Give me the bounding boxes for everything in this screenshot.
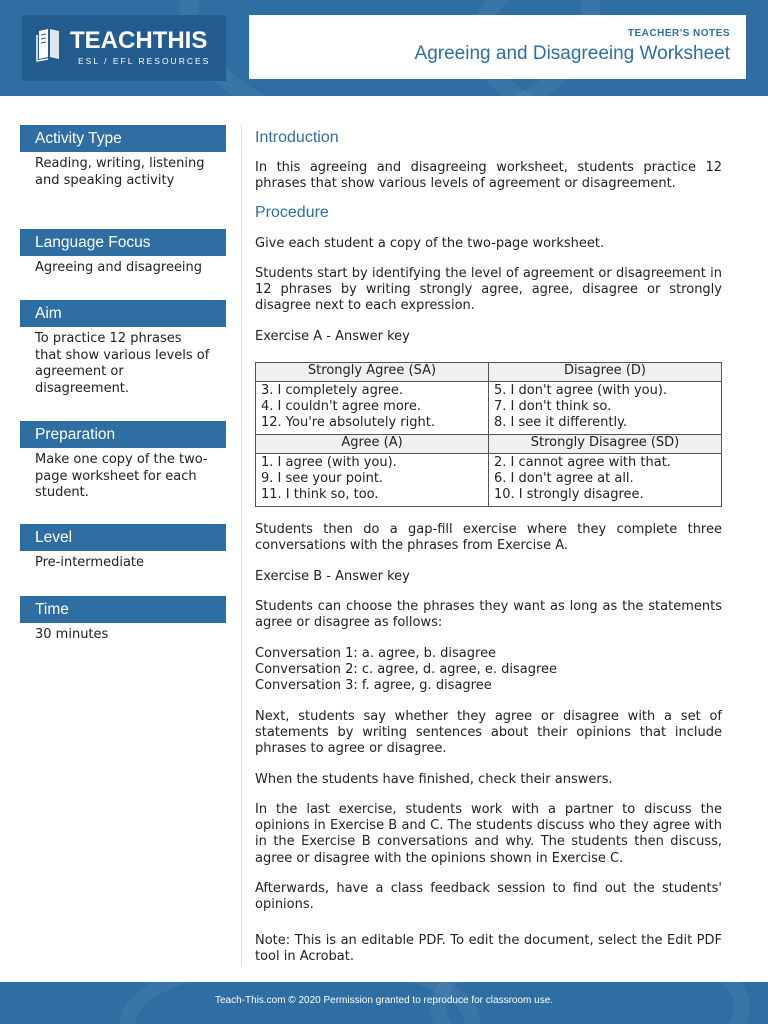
procedure-paragraph: Students start by identifying the level of agreement or disagreement in 12 phrases by writing strongly agree, agree, disagree or strongly disagree next to each expression. <box>255 266 722 314</box>
table-header-strongly-agree: Strongly Agree (SA) <box>256 363 489 382</box>
procedure-heading: Procedure <box>255 204 329 221</box>
introduction-text: In this agreeing and disagreeing worksheet, students practice 12 phrases that show various levels of agreement or disagreement. <box>255 160 722 192</box>
procedure-paragraph: Afterwards, have a class feedback session to find out the students' opinions. <box>255 881 722 913</box>
language-focus-text: Agreeing and disagreeing <box>35 260 203 275</box>
table-row <box>256 363 722 382</box>
list-item: 6. I don't agree at all. <box>494 471 634 486</box>
time-heading: Time <box>20 596 226 623</box>
logo-tagline: ESL / EFL RESOURCES <box>78 56 211 66</box>
strongly-disagree-cell <box>489 454 722 507</box>
notes-label: TEACHER'S NOTES <box>627 28 730 39</box>
list-item: 5. I don't agree (with you). <box>494 383 668 398</box>
list-item: 9. I see your point. <box>261 471 384 486</box>
answer-key-table <box>255 362 722 507</box>
table-header-strongly-disagree: Strongly Disagree (SD) <box>489 435 722 454</box>
time-text: 30 minutes <box>35 627 109 642</box>
sidebar <box>20 125 226 644</box>
list-item: Conversation 2: c. agree, d. agree, e. disagree <box>255 662 558 678</box>
agree-cell <box>256 454 489 507</box>
activity-type-text: Reading, writing, listening and speaking activity <box>35 156 205 188</box>
conversation-list <box>255 646 722 695</box>
table-header-agree: Agree (A) <box>256 435 489 454</box>
list-item: 12. You're absolutely right. <box>261 415 435 430</box>
column-divider <box>241 125 242 965</box>
list-item: 11. I think so, too. <box>261 487 379 502</box>
introduction-heading: Introduction <box>255 129 339 146</box>
table-row <box>256 454 722 507</box>
procedure-paragraph: Next, students say whether they agree or disagree with a set of statements by writing sentences about their opinions that include phrases to agree or disagree. <box>255 709 722 757</box>
book-logo-icon <box>36 27 62 63</box>
list-item: 7. I don't think so. <box>494 399 612 414</box>
table-header-disagree: Disagree (D) <box>489 363 722 382</box>
aim-text: To practice 12 phrases that show various levels of agreement or disagreement. <box>35 331 210 396</box>
level-heading: Level <box>20 524 226 551</box>
disagree-cell <box>489 382 722 435</box>
exercise-b-label: Exercise B - Answer key <box>255 569 410 584</box>
activity-type-heading: Activity Type <box>20 125 226 152</box>
strongly-agree-cell <box>256 382 489 435</box>
title-box <box>249 15 746 79</box>
preparation-text: Make one copy of the two-page worksheet for each student. <box>35 452 208 500</box>
list-item: 3. I completely agree. <box>261 383 404 398</box>
language-focus-heading: Language Focus <box>20 229 226 256</box>
editable-pdf-note: Note: This is an editable PDF. To edit the document, select the Edit PDF tool in Acrobat. <box>255 933 722 965</box>
procedure-paragraph: Give each student a copy of the two-page worksheet. <box>255 236 605 251</box>
list-item: Conversation 1: a. agree, b. disagree <box>255 646 497 661</box>
list-item: Conversation 3: f. agree, g. disagree <box>255 678 492 694</box>
table-row <box>256 435 722 454</box>
list-item: 10. I strongly disagree. <box>494 487 644 502</box>
preparation-heading: Preparation <box>20 421 226 448</box>
logo-name: TEACHTHIS <box>70 27 208 54</box>
procedure-paragraph: In the last exercise, students work with a partner to discuss the opinions in Exercise B and C. The students discuss who they agree with in the Exercise B conversations and why. The students then discuss, agree or disagree with the opinions shown in Exercise C. <box>255 802 722 866</box>
page-footer <box>0 982 768 1024</box>
exercise-a-label: Exercise A - Answer key <box>255 329 410 344</box>
table-row <box>256 382 722 435</box>
list-item: 1. I agree (with you). <box>261 455 397 470</box>
copyright-notice: Teach-This.com © 2020 Permission granted to reproduce for classroom use. <box>214 995 554 1006</box>
procedure-paragraph: Students can choose the phrases they want as long as the statements agree or disagree as follows: <box>255 599 722 631</box>
list-item: 4. I couldn't agree more. <box>261 399 421 414</box>
teachthis-logo[interactable] <box>22 15 226 81</box>
aim-heading: Aim <box>20 300 226 327</box>
page-header <box>0 0 768 96</box>
list-item: 2. I cannot agree with that. <box>494 455 671 470</box>
level-text: Pre-intermediate <box>35 555 145 570</box>
procedure-paragraph: When the students have finished, check their answers. <box>255 772 613 787</box>
page-title: Agreeing and Disagreeing Worksheet <box>414 43 730 64</box>
list-item: 8. I see it differently. <box>494 415 628 430</box>
procedure-paragraph: Students then do a gap-fill exercise where they complete three conversations with the phrases from Exercise A. <box>255 522 722 554</box>
